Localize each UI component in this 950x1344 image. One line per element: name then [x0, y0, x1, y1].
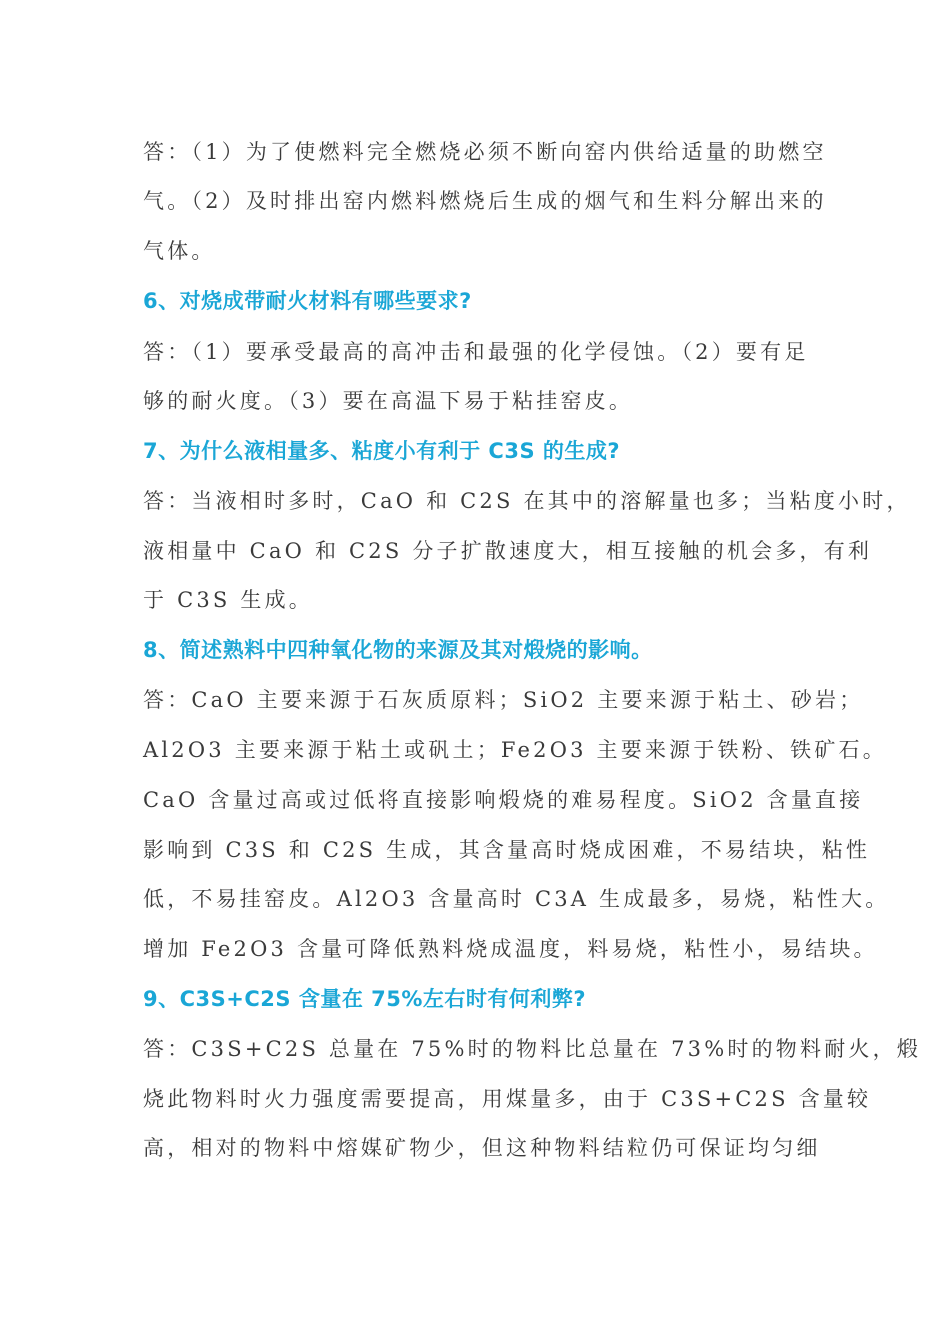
question-6-heading: 6、对烧成带耐火材料有哪些要求?	[143, 289, 472, 313]
answer-7-line-2: 液相量中 CaO 和 C2S 分子扩散速度大，相互接触的机会多，有利	[143, 539, 873, 563]
answer-9-line-3: 高，相对的物料中熔媒矿物少，但这种物料结粒仍可保证均匀细	[143, 1136, 821, 1160]
answer-6-line-1: 答：（1）要承受最高的高冲击和最强的化学侵蚀。（2）要有足	[143, 340, 809, 364]
answer-8-line-3: CaO 含量过高或过低将直接影响煅烧的难易程度。SiO2 含量直接	[143, 788, 864, 812]
answer-9-line-1: 答：C3S+C2S 总量在 75%时的物料比总量在 73%时的物料耐火，煅	[143, 1037, 922, 1061]
answer-8-line-5: 低，不易挂窑皮。Al2O3 含量高时 C3A 生成最多，易烧，粘性大。	[143, 887, 890, 911]
answer-8-line-6: 增加 Fe2O3 含量可降低熟料烧成温度，料易烧，粘性小，易结块。	[143, 937, 878, 961]
answer-5-line-2: 气。（2）及时排出窑内燃料燃烧后生成的烟气和生料分解出来的	[143, 189, 827, 213]
answer-5-line-3: 气体。	[143, 239, 216, 263]
question-7-heading: 7、为什么液相量多、粘度小有利于 C3S 的生成?	[143, 439, 621, 463]
answer-8-line-4: 影响到 C3S 和 C2S 生成，其含量高时烧成困难，不易结块，粘性	[143, 838, 871, 862]
answer-8-line-2: Al2O3 主要来源于粘土或矾土；Fe2O3 主要来源于铁粉、铁矿石。	[143, 738, 887, 762]
answer-7-line-3: 于 C3S 生成。	[143, 588, 313, 612]
answer-9-line-2: 烧此物料时火力强度需要提高，用煤量多，由于 C3S+C2S 含量较	[143, 1087, 872, 1111]
answer-7-line-1: 答：当液相时多时，CaO 和 C2S 在其中的溶解量也多；当粘度小时，	[143, 489, 911, 513]
question-9-heading: 9、C3S+C2S 含量在 75%左右时有何利弊?	[143, 987, 587, 1011]
answer-5-line-1: 答：（1）为了使燃料完全燃烧必须不断向窑内供给适量的助燃空	[143, 140, 827, 164]
question-8-heading: 8、简述熟料中四种氧化物的来源及其对煅烧的影响。	[143, 638, 653, 662]
answer-8-line-1: 答：CaO 主要来源于石灰质原料；SiO2 主要来源于粘土、砂岩；	[143, 688, 864, 712]
answer-6-line-2: 够的耐火度。（3）要在高温下易于粘挂窑皮。	[143, 389, 634, 413]
